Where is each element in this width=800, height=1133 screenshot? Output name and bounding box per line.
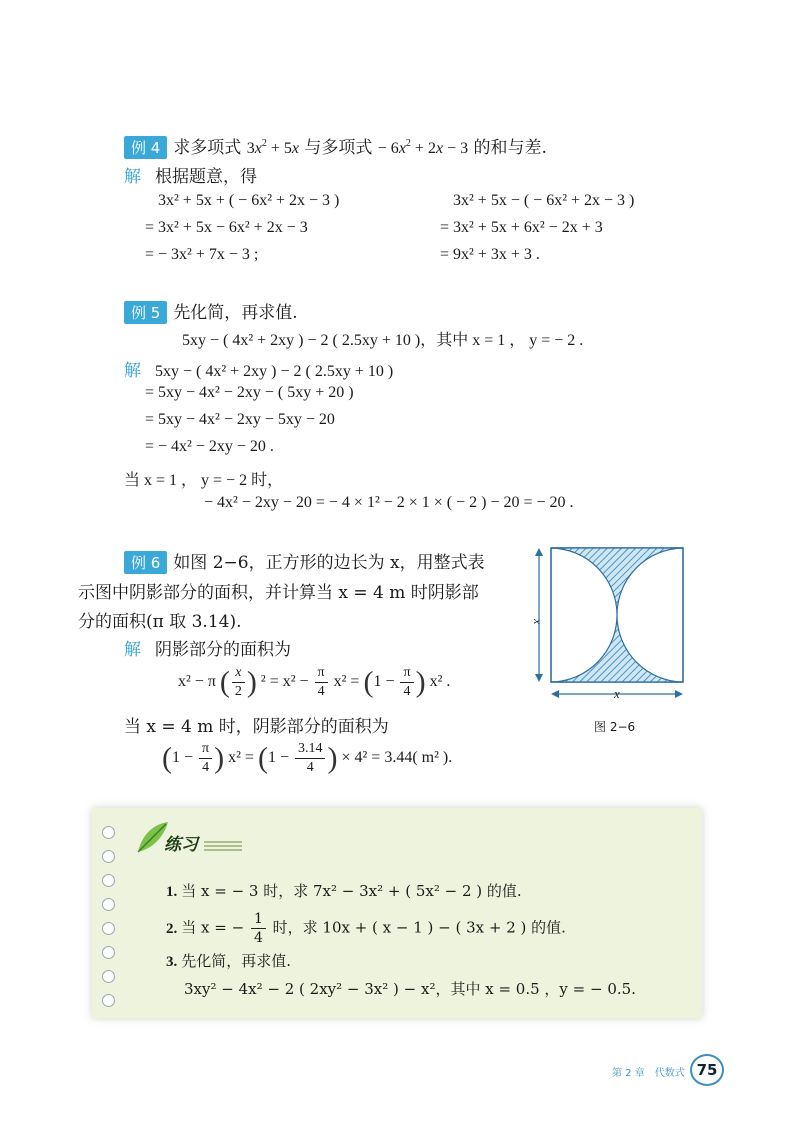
eq1-paren-open: ( [219, 665, 230, 699]
eq1-frac-3-num: π [400, 664, 413, 683]
example5-step-1-row [124, 356, 393, 381]
binder-ring [102, 850, 115, 863]
page-number: 75 [690, 1054, 724, 1086]
eq2-part-c: 1 − [267, 749, 289, 767]
example4-right-line-2: = 3x² + 5x + 6x² − 2x + 3 [440, 219, 603, 236]
eq1-part-b: ² = x² − [260, 673, 309, 691]
binder-ring [102, 826, 115, 839]
exercise-item-1 [166, 880, 522, 901]
exercise-item-3 [166, 950, 291, 971]
figure-caption: 图 2−6 [594, 720, 636, 734]
example6-equation-2 [162, 740, 452, 777]
example4-right-line-1: 3x² + 5x − ( − 6x² + 2x − 3 ) [453, 192, 635, 209]
figure-arrowhead-top [535, 548, 543, 556]
example4-left-line-2: = 3x² + 5x − 6x² + 2x − 3 [145, 219, 308, 236]
example6-jie: 解 [124, 640, 141, 660]
eq1-frac-2-den: 4 [317, 684, 325, 699]
eq1-frac-1 [232, 664, 245, 701]
example4-prompt-c: 的和与差. [473, 138, 547, 158]
binder-ring [102, 970, 115, 983]
exercise-title: 练习 [164, 835, 198, 855]
figure-bottom-label: x [614, 686, 620, 701]
example4-prompt-b: 与多项式 [304, 138, 373, 158]
exercise-item-2-frac-den: 4 [253, 930, 263, 946]
title-underline-icon [204, 838, 244, 852]
footer-chapter: 第 2 章 代数式 [612, 1068, 685, 1079]
example5-when: 当 x = 1 ， y = − 2 时， [124, 472, 284, 489]
binder-ring [102, 946, 115, 959]
eq2-frac-2 [295, 740, 326, 777]
binder-ring [102, 874, 115, 887]
example4-left-line-1: 3x² + 5x + ( − 6x² + 2x − 3 ) [158, 192, 340, 209]
exercise-item-1-num: 1. [166, 884, 178, 900]
example6-intro [124, 635, 291, 660]
exercise-box [92, 808, 702, 1018]
example4-poly1: $3x^2 + 5x$ [246, 138, 299, 157]
eq2-part-d: × 4² = 3.44( m² ). [341, 749, 453, 767]
example5-expression: 5xy − ( 4x² + 2xy ) − 2 ( 2.5xy + 10 )，其中 x = 1 ， y = − 2 . [182, 332, 584, 349]
eq2-frac-2-den: 4 [306, 760, 314, 775]
example4-right-line-3: = 9x² + 3x + 3 . [440, 246, 540, 263]
exercise-item-2-frac [251, 910, 266, 947]
example6-intro-text: 阴影部分的面积为 [155, 640, 291, 660]
eq1-part-e: x² . [429, 673, 451, 691]
figure-arrowhead-right [675, 690, 683, 698]
example4-left-line-3: = − 3x² + 7x − 3 ; [145, 246, 259, 263]
figure-side-label: x [531, 619, 545, 625]
exercise-item-3-text: 先化简，再求值. [181, 952, 292, 970]
example5-jie: 解 [124, 361, 141, 380]
example5-step-4: = − 4x² − 2xy − 20 . [145, 438, 274, 455]
figure-2-6 [525, 538, 705, 708]
exercise-item-2-frac-num: 1 [251, 910, 266, 929]
eq2-paren-close: ) [214, 741, 225, 775]
eq1-paren-close-2: ) [415, 665, 426, 699]
exercise-item-2-num: 2. [166, 920, 178, 937]
exercise-item-2 [166, 910, 566, 947]
eq2-paren-close-2: ) [327, 741, 338, 775]
eq2-part-b: x² = [228, 749, 254, 767]
example5-prompt [124, 298, 298, 324]
example4-jie: 解 [124, 167, 141, 187]
eq1-frac-2 [315, 664, 328, 701]
eq2-paren-open: ( [162, 741, 172, 775]
exercise-item-3-num: 3. [166, 954, 178, 970]
example4-prompt-a: 求多项式 [173, 138, 242, 158]
figure-arrowhead-bottom [535, 674, 543, 682]
example4-intro [124, 162, 257, 187]
example6-equation-1 [178, 664, 450, 701]
exercise-item-2-pre: 当 x = − [181, 918, 245, 937]
example6-text-2: 示图中阴影部分的面积，并计算当 x = 4 m 时阴影部 [78, 583, 479, 603]
binder-ring [102, 898, 115, 911]
eq2-frac-1 [199, 740, 212, 777]
eq2-part-a: 1 − [172, 749, 194, 767]
eq1-part-d: 1 − [373, 673, 395, 691]
eq1-frac-1-num: x [232, 664, 245, 683]
eq1-frac-3-den: 4 [403, 684, 411, 699]
eq1-frac-2-num: π [315, 664, 328, 683]
eq2-frac-2-num: 3.14 [295, 740, 326, 759]
example5-badge: 例 5 [124, 301, 167, 324]
example6-when: 当 x = 4 m 时，阴影部分的面积为 [124, 717, 389, 737]
example6-badge: 例 6 [124, 551, 167, 574]
example6-text-3: 分的面积(π 取 3.14). [78, 612, 242, 632]
example5-step-3: = 5xy − 4x² − 2xy − 5xy − 20 [145, 411, 335, 428]
binder-ring [102, 994, 115, 1007]
eq1-paren-open-2: ( [363, 665, 374, 699]
eq1-frac-1-den: 2 [234, 684, 242, 699]
exercise-item-1-text: 当 x = − 3 时，求 7x² − 3x² + ( 5x² − 2 ) 的值. [181, 882, 522, 900]
example4-prompt [124, 133, 547, 159]
figure-arrowhead-left [551, 690, 559, 698]
example6-text-1 [124, 548, 485, 574]
exercise-item-2-post: 时，求 10x + ( x − 1 ) − ( 3x + 2 ) 的值. [272, 918, 566, 937]
eq2-paren-open-2: ( [257, 741, 268, 775]
eq1-frac-3 [400, 664, 413, 701]
eq1-part-c: x² = [333, 673, 360, 691]
example4-badge: 例 4 [124, 136, 167, 159]
example4-intro-text: 根据题意，得 [155, 167, 257, 187]
eq2-frac-1-den: 4 [202, 760, 210, 775]
example4-poly2: − $6x^2 + 2x - 3$ [377, 138, 469, 157]
example5-prompt-text: 先化简，再求值. [173, 303, 298, 323]
eq2-frac-1-num: π [199, 740, 212, 759]
example6-text-1-content: 如图 2−6，正方形的边长为 x，用整式表 [173, 553, 485, 573]
example5-step-2: = 5xy − 4x² − 2xy − ( 5xy + 20 ) [145, 384, 354, 401]
example5-final: − 4x² − 2xy − 20 = − 4 × 1² − 2 × 1 × ( − 2 ) − 20 = − 20 . [204, 494, 574, 511]
binder-ring [102, 922, 115, 935]
exercise-item-3-expr: 3xy² − 4x² − 2 ( 2xy² − 3x² ) − x²，其中 x = 0.5 ，y = − 0.5. [184, 980, 636, 998]
eq1-paren-close: ) [246, 665, 257, 699]
eq1-part-a: x² − π [178, 673, 216, 691]
example5-step-1: 5xy − ( 4x² + 2xy ) − 2 ( 2.5xy + 10 ) [155, 363, 394, 380]
